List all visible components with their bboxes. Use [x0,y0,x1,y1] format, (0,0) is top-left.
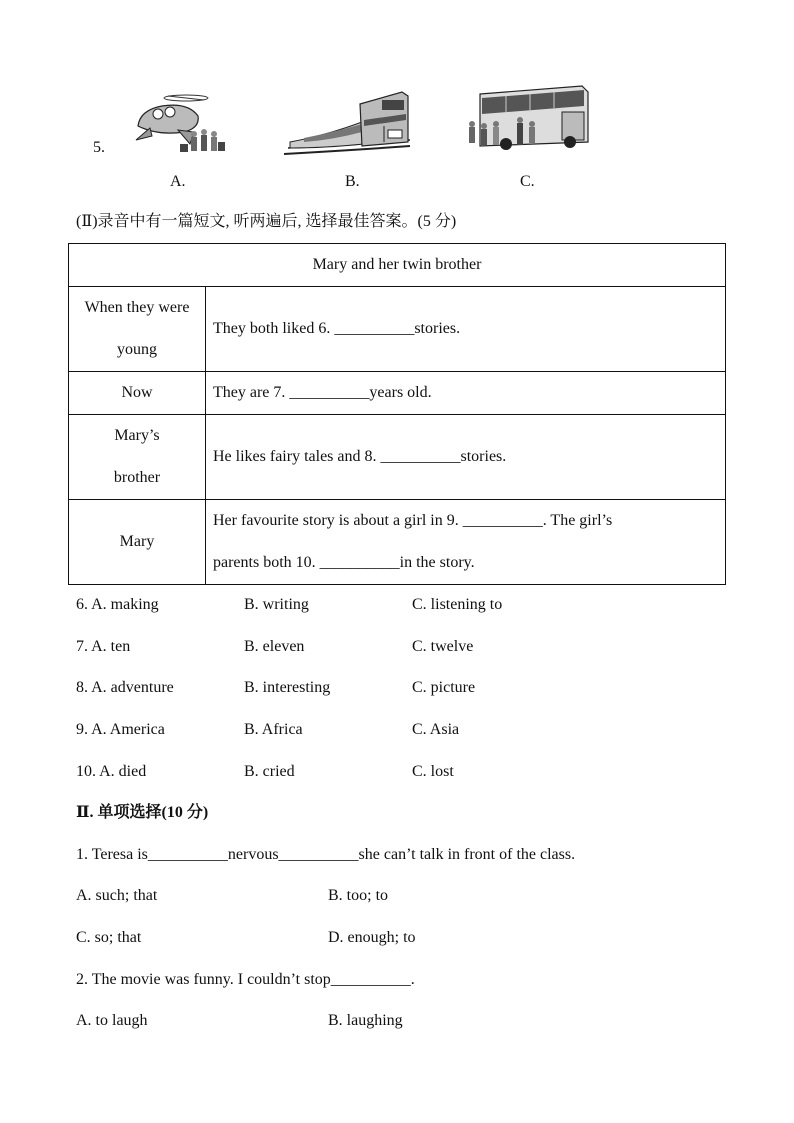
table-row-label [69,372,206,415]
listening-part-ii-heading: (Ⅱ)录音中有一篇短文, 听两遍后, 选择最佳答案。(5 分) [76,213,457,230]
row-content-line: Her favourite story is about a girl in 9. __________. The girl’s [213,512,613,529]
choice-9-a: 9. A. America [76,721,165,738]
choice-8-b: B. interesting [244,679,331,696]
question-1-option-a: A. such; that [76,887,158,904]
choice-6-b: B. writing [244,596,309,613]
choice-8-c: C. picture [412,679,476,696]
table-row-content [206,287,726,372]
choice-10-b: B. cried [244,763,295,780]
option-c-label: C. [520,173,535,190]
bus-picture [466,84,590,154]
option-a-label: A. [170,173,186,190]
choice-8-a: 8. A. adventure [76,679,174,696]
question-2-option-a: A. to laugh [76,1012,148,1029]
choice-9-b: B. Africa [244,721,303,738]
choice-9-c: C. Asia [412,721,460,738]
question-5-number: 5. [93,139,105,156]
row-content-line: He likes fairy tales and 8. __________stories. [213,448,507,465]
table-row-label [69,287,206,372]
choice-10-c: C. lost [412,763,454,780]
row-label-line: Mary [119,533,155,550]
table-row-content [206,415,726,500]
row-label-line: young [117,341,157,358]
question-2-option-b: B. laughing [328,1012,403,1029]
airplane-picture [128,88,228,156]
choice-7-b: B. eleven [244,638,305,655]
story-table [68,243,726,585]
choice-6-a: 6. A. making [76,596,159,613]
choice-7-c: C. twelve [412,638,474,655]
row-content-line: They both liked 6. __________stories. [213,320,461,337]
single-choice-heading: Ⅱ. 单项选择(10 分) [76,804,209,821]
row-label-line: Mary’s [114,427,160,444]
row-content-line: parents both 10. __________in the story. [213,554,475,571]
row-label-line: When they were [84,299,190,316]
train-picture [284,86,412,158]
table-row-content [206,500,726,585]
choice-10-a: 10. A. died [76,763,147,780]
row-label-line: brother [113,469,161,486]
question-1-option-d: D. enough; to [328,929,416,946]
option-b-label: B. [345,173,360,190]
question-1-option-c: C. so; that [76,929,142,946]
table-row-label [69,415,206,500]
question-2-stem: 2. The movie was funny. I couldn’t stop__________. [76,971,415,988]
choice-6-c: C. listening to [412,596,503,613]
row-label-line: Now [121,384,153,401]
table-row-content [206,372,726,415]
question-1-stem: 1. Teresa is__________nervous__________she can’t talk in front of the class. [76,846,576,863]
row-content-line: They are 7. __________years old. [213,384,432,401]
question-1-option-b: B. too; to [328,887,389,904]
table-title: Mary and her twin brother [69,244,726,287]
choice-7-a: 7. A. ten [76,638,131,655]
table-row-label [69,500,206,585]
